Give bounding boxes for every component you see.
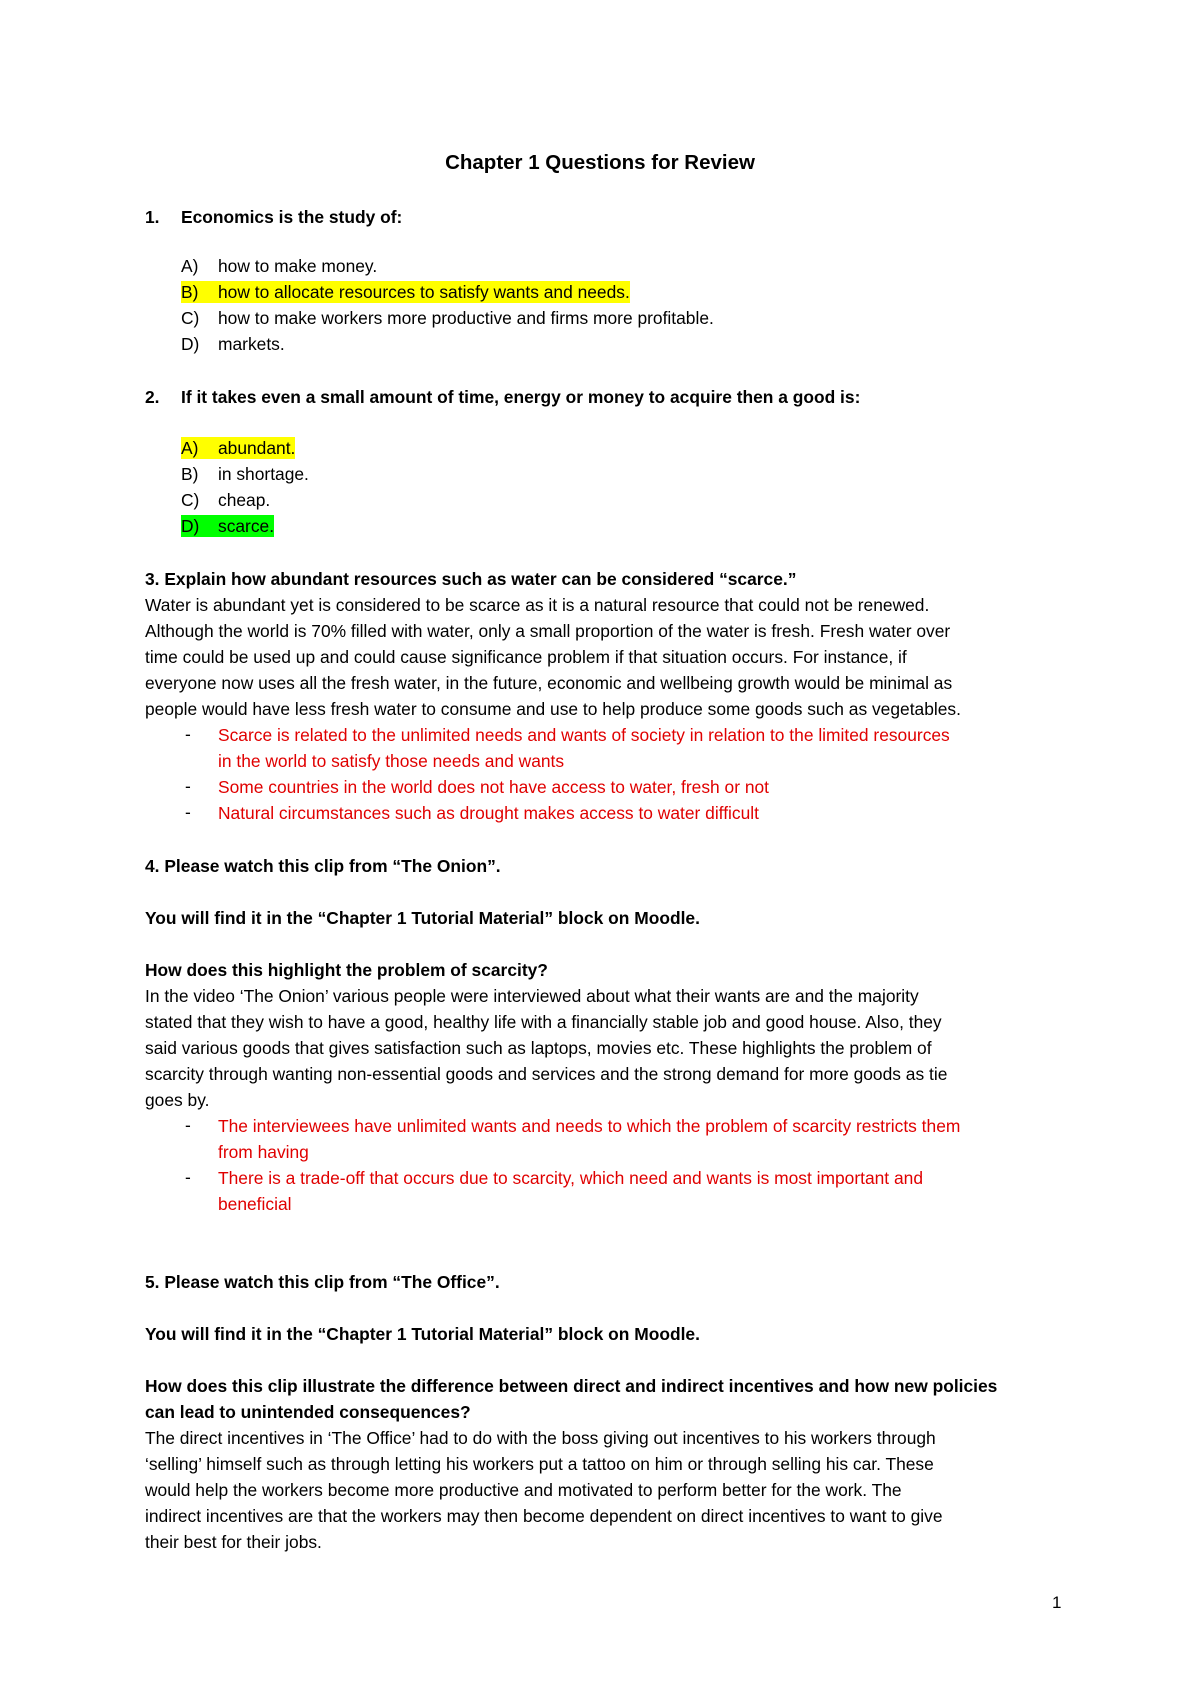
q4-bullet-1-line: from having [218, 1142, 309, 1162]
q2-option-c-letter: C) [181, 490, 200, 510]
q2-prompt: If it takes even a small amount of time, energy or money to acquire then a good is: [181, 387, 861, 407]
q2-option-d-letter: D) [181, 515, 219, 537]
q1-option-b-letter: B) [181, 281, 218, 303]
q3-answer-line: everyone now uses all the fresh water, in the future, economic and wellbeing growth would be minimal as [145, 673, 953, 693]
q3-bullet-1-line: Scarce is related to the unlimited needs and wants of society in relation to the limited resources [218, 725, 950, 745]
q2-option-b-letter: B) [181, 464, 199, 484]
q3-answer-line: Although the world is 70% filled with water, only a small proportion of the water is fresh. Fresh water over [145, 621, 951, 641]
q4-bullet-2-line: beneficial [218, 1194, 292, 1214]
q4-answer-line: said various goods that gives satisfaction such as laptops, movies etc. These highlights the problem of [145, 1038, 932, 1058]
q1-option-d-letter: D) [181, 334, 200, 354]
q4-location: You will find it in the “Chapter 1 Tutorial Material” block on Moodle. [145, 908, 700, 928]
page-number: 1 [1052, 1593, 1062, 1612]
q5-answer-line: indirect incentives are that the workers may then become dependent on direct incentives to want to give [145, 1506, 943, 1526]
q2-number: 2. [145, 387, 160, 407]
q4-answer-line: stated that they wish to have a good, healthy life with a financially stable job and good house. Also, they [145, 1012, 942, 1032]
q1-option-a-letter: A) [181, 256, 199, 276]
q1-option-c-letter: C) [181, 308, 200, 328]
q3-answer-line: Water is abundant yet is considered to be scarce as it is a natural resource that could not be renewed. [145, 595, 930, 615]
q4-answer-line: In the video ‘The Onion’ various people were interviewed about what their wants are and the majority [145, 986, 919, 1006]
bullet-dash: - [185, 776, 191, 796]
q1-option-c: how to make workers more productive and firms more profitable. [218, 308, 714, 328]
q4-answer-line: scarcity through wanting non-essential goods and services and the strong demand for more goods as tie [145, 1064, 948, 1084]
bullet-dash: - [185, 802, 191, 822]
q4-answer-line: goes by. [145, 1090, 210, 1110]
q5-location: You will find it in the “Chapter 1 Tutorial Material” block on Moodle. [145, 1324, 700, 1344]
q3-answer-line: time could be used up and could cause significance problem if that situation occurs. For instance, if [145, 647, 907, 667]
q4-heading: 4. Please watch this clip from “The Onion”. [145, 856, 501, 876]
q3-bullet-3: Natural circumstances such as drought makes access to water difficult [218, 803, 759, 823]
q2-option-c: cheap. [218, 490, 271, 510]
q5-question-line: can lead to unintended consequences? [145, 1402, 471, 1422]
q1-option-d: markets. [218, 334, 285, 354]
q1-number: 1. [145, 207, 160, 227]
q3-answer-line: people would have less fresh water to consume and use to help produce some goods such as vegetables. [145, 699, 961, 719]
q5-heading: 5. Please watch this clip from “The Office”. [145, 1272, 500, 1292]
bullet-dash: - [185, 724, 191, 744]
bullet-dash: - [185, 1167, 191, 1187]
q4-question: How does this highlight the problem of scarcity? [145, 960, 548, 980]
q3-bullet-2: Some countries in the world does not have access to water, fresh or not [218, 777, 769, 797]
q2-option-a: abundant. [218, 438, 296, 458]
q1-option-b: how to allocate resources to satisfy wants and needs. [218, 282, 630, 302]
q2-option-b: in shortage. [218, 464, 309, 484]
q4-bullet-2-line: There is a trade-off that occurs due to scarcity, which need and wants is most important and [218, 1168, 923, 1188]
q1-option-a: how to make money. [218, 256, 378, 276]
bullet-dash: - [185, 1115, 191, 1135]
q5-question-line: How does this clip illustrate the difference between direct and indirect incentives and how new policies [145, 1376, 998, 1396]
q2-option-d: scarce. [218, 516, 275, 536]
q4-bullet-1-line: The interviewees have unlimited wants and needs to which the problem of scarcity restricts them [218, 1116, 961, 1136]
q2-option-a-letter: A) [181, 437, 218, 459]
q3-bullet-1-line: in the world to satisfy those needs and wants [218, 751, 565, 771]
q3-heading: 3. Explain how abundant resources such as water can be considered “scarce.” [145, 569, 797, 589]
q5-answer-line: ‘selling’ himself such as through letting his workers put a tattoo on him or through selling his car. These [145, 1454, 934, 1474]
q5-answer-line: The direct incentives in ‘The Office’ had to do with the boss giving out incentives to his workers through [145, 1428, 936, 1448]
q1-prompt: Economics is the study of: [181, 207, 403, 227]
page-title: Chapter 1 Questions for Review [445, 151, 755, 174]
q5-answer-line: their best for their jobs. [145, 1532, 322, 1552]
q5-answer-line: would help the workers become more productive and motivated to perform better for the work. The [145, 1480, 902, 1500]
